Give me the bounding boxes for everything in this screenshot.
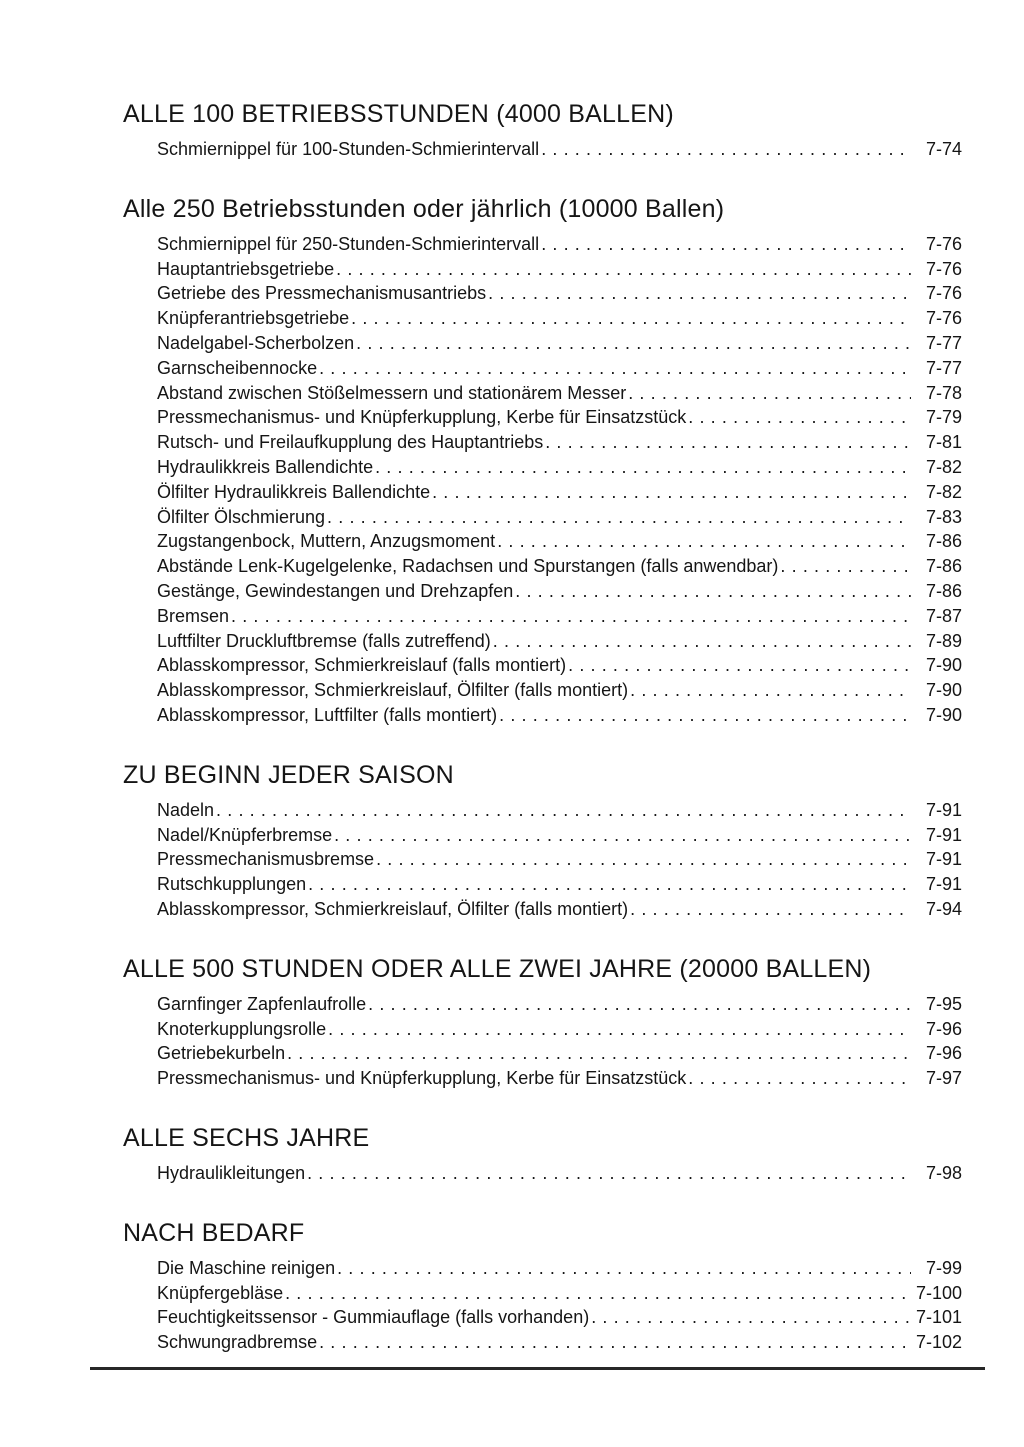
entry-title: Bremsen: [157, 605, 230, 626]
dot-leader: [568, 653, 911, 678]
toc-entry-row: [157, 992, 962, 1017]
entry-title: Garnscheibennocke: [157, 357, 318, 378]
entry-title: Hauptantriebsgetriebe: [157, 258, 335, 279]
entry-page-number: 7-77: [925, 357, 962, 378]
entry-page-number: 7-77: [925, 332, 962, 353]
dot-leader: [541, 232, 911, 257]
toc-section: [123, 1216, 962, 1355]
entry-title: Schwungradbremse: [157, 1332, 318, 1353]
toc-entry-row: [157, 703, 962, 728]
entry-title: Getriebekurbeln: [157, 1043, 286, 1064]
entry-page-number: 7-94: [925, 898, 962, 919]
dot-leader: [231, 604, 911, 629]
dot-leader: [488, 281, 911, 306]
toc-entry-row: [157, 480, 962, 505]
dot-leader: [375, 455, 911, 480]
toc-section: [123, 1121, 962, 1186]
toc-section: [123, 758, 962, 922]
toc-entry-row: [157, 629, 962, 654]
dot-leader: [336, 257, 911, 282]
entry-page-number: 7-78: [925, 382, 962, 403]
entry-title: Ablasskompressor, Luftfilter (falls montiert): [157, 704, 498, 725]
entry-page-number: 7-91: [925, 799, 962, 820]
entry-title: Schmiernippel für 100-Stunden-Schmierintervall: [157, 139, 540, 159]
toc-entry-row: [157, 505, 962, 530]
entry-page-number: 7-96: [925, 1043, 962, 1064]
toc-entry-row: [157, 1256, 962, 1281]
dot-leader: [499, 703, 911, 728]
dot-leader: [287, 1041, 911, 1066]
entry-page-number: 7-86: [925, 580, 962, 601]
section-heading: ALLE 500 STUNDEN ODER ALLE ZWEI JAHRE (20000 BALLEN): [123, 954, 872, 983]
toc-entry-row: [157, 306, 962, 331]
toc-entry-row: [157, 1017, 962, 1042]
section-entry-list: [123, 1161, 962, 1186]
entry-title: Die Maschine reinigen: [157, 1257, 336, 1278]
dot-leader: [493, 629, 911, 654]
entry-page-number: 7-76: [925, 258, 962, 279]
entry-title: Feuchtigkeitssensor - Gummiauflage (falls vorhanden): [157, 1307, 590, 1328]
toc-entry-row: [157, 1161, 962, 1186]
dot-leader: [327, 505, 911, 530]
entry-page-number: 7-89: [925, 630, 962, 651]
entry-page-number: 7-100: [915, 1282, 962, 1303]
entry-title: Rutschkupplungen: [157, 874, 307, 895]
entry-page-number: 7-87: [925, 605, 962, 626]
toc-entry-row: [157, 1066, 962, 1091]
toc-entry-row: [157, 554, 962, 579]
dot-leader: [376, 847, 911, 872]
entry-page-number: 7-76: [925, 308, 962, 329]
toc-entry-row: [157, 455, 962, 480]
entry-title: Abstand zwischen Stößelmessern und stationärem Messer: [157, 382, 627, 403]
entry-page-number: 7-82: [925, 481, 962, 502]
dot-leader: [515, 579, 911, 604]
toc-entry-row: [157, 798, 962, 823]
toc-entry-row: [157, 232, 962, 257]
section-entry-list: [123, 798, 962, 922]
dot-leader: [432, 480, 911, 505]
toc-entry-row: [157, 579, 962, 604]
dot-leader: [319, 356, 911, 381]
toc-entry-row: [157, 847, 962, 872]
entry-page-number: 7-95: [925, 993, 962, 1014]
entry-title: Gestänge, Gewindestangen und Drehzapfen: [157, 580, 514, 601]
toc-entry-row: [157, 1330, 962, 1355]
dot-leader: [351, 306, 911, 331]
toc-section: [123, 952, 962, 1091]
toc-entry-row: [157, 381, 962, 406]
section-heading: ALLE SECHS JAHRE: [123, 1123, 370, 1152]
dot-leader: [497, 529, 911, 554]
toc-sections-container: [123, 97, 962, 1355]
entry-title: Luftfilter Druckluftbremse (falls zutreffend): [157, 630, 491, 651]
dot-leader: [591, 1305, 909, 1330]
entry-title: Pressmechanismus- und Knüpferkupplung, Kerbe für Einsatzstück: [157, 407, 687, 428]
toc-entry-row: [157, 678, 962, 703]
toc-entry-row: [157, 137, 962, 162]
entry-page-number: 7-99: [925, 1257, 962, 1278]
dot-leader: [545, 430, 911, 455]
dot-leader: [216, 798, 911, 823]
section-entry-list: [123, 137, 962, 162]
entry-title: Ölfilter Hydraulikkreis Ballendichte: [157, 481, 431, 502]
toc-entry-row: [157, 331, 962, 356]
entry-title: Knüpferantriebsgetriebe: [157, 308, 350, 329]
toc-entry-row: [157, 653, 962, 678]
entry-title: Ablasskompressor, Schmierkreislauf, Ölfilter (falls montiert): [157, 898, 629, 919]
dot-leader: [356, 331, 911, 356]
dot-leader: [328, 1017, 911, 1042]
entry-title: Garnfinger Zapfenlaufrolle: [157, 993, 367, 1014]
entry-title: Knüpfergebläse: [157, 1282, 284, 1303]
dot-leader: [308, 872, 911, 897]
toc-entry-row: [157, 1041, 962, 1066]
entry-page-number: 7-97: [925, 1068, 962, 1089]
entry-title: Nadel/Knüpferbremse: [157, 824, 333, 845]
section-entry-list: [123, 992, 962, 1091]
entry-page-number: 7-76: [925, 233, 962, 254]
entry-page-number: 7-86: [925, 556, 962, 577]
entry-page-number: 7-81: [925, 432, 962, 453]
entry-page-number: 7-90: [925, 655, 962, 676]
toc-entry-row: [157, 897, 962, 922]
entry-page-number: 7-90: [925, 680, 962, 701]
entry-title: Ablasskompressor, Schmierkreislauf (falls montiert): [157, 655, 567, 676]
entry-title: Hydraulikleitungen: [157, 1162, 306, 1183]
entry-title: Hydraulikkreis Ballendichte: [157, 456, 374, 477]
entry-title: Ölfilter Ölschmierung: [157, 506, 326, 527]
toc-entry-row: [157, 872, 962, 897]
dot-leader: [628, 381, 911, 406]
entry-page-number: 7-102: [915, 1332, 962, 1353]
entry-title: Abstände Lenk-Kugelgelenke, Radachsen und Spurstangen (falls anwendbar): [157, 556, 779, 577]
entry-title: Ablasskompressor, Schmierkreislauf, Ölfilter (falls montiert): [157, 680, 629, 701]
entry-page-number: 7-101: [915, 1307, 962, 1328]
toc-entry-row: [157, 405, 962, 430]
entry-title: Pressmechanismus- und Knüpferkupplung, Kerbe für Einsatzstück: [157, 1068, 687, 1089]
toc-entry-row: [157, 604, 962, 629]
entry-page-number: 7-91: [925, 824, 962, 845]
dot-leader: [630, 897, 911, 922]
entry-page-number: 7-90: [925, 704, 962, 725]
entry-title: Nadelgabel-Scherbolzen: [157, 332, 355, 353]
entry-title: Knoterkupplungsrolle: [157, 1018, 327, 1039]
dot-leader: [368, 992, 911, 1017]
dot-leader: [334, 823, 911, 848]
section-heading: ALLE 100 BETRIEBSSTUNDEN (4000 BALLEN): [123, 100, 674, 128]
section-entry-list: [123, 1256, 962, 1355]
toc-section: [123, 97, 962, 162]
section-heading: NACH BEDARF: [123, 1218, 305, 1247]
toc-entry-row: [157, 430, 962, 455]
toc-entry-row: [157, 1281, 962, 1306]
entry-title: Getriebe des Pressmechanismusantriebs: [157, 283, 487, 304]
dot-leader: [541, 137, 911, 162]
dot-leader: [780, 554, 911, 579]
entry-page-number: 7-83: [925, 506, 962, 527]
entry-page-number: 7-91: [925, 849, 962, 870]
entry-title: Rutsch- und Freilaufkupplung des Hauptantriebs: [157, 432, 544, 453]
toc-entry-row: [157, 823, 962, 848]
dot-leader: [337, 1256, 911, 1281]
dot-leader: [688, 1066, 911, 1091]
entry-page-number: 7-86: [925, 531, 962, 552]
entry-title: Schmiernippel für 250-Stunden-Schmierintervall: [157, 233, 540, 254]
entry-page-number: 7-91: [925, 874, 962, 895]
toc-entry-row: [157, 257, 962, 282]
dot-leader: [319, 1330, 909, 1355]
section-entry-list: [123, 232, 962, 728]
toc-entry-row: [157, 1305, 962, 1330]
footer-divider-rule: [90, 1367, 985, 1370]
dot-leader: [688, 405, 911, 430]
toc-entry-row: [157, 356, 962, 381]
entry-page-number: 7-96: [925, 1018, 962, 1039]
dot-leader: [285, 1281, 909, 1306]
entry-title: Pressmechanismusbremse: [157, 849, 375, 870]
entry-page-number: 7-79: [925, 407, 962, 428]
entry-page-number: 7-76: [925, 283, 962, 304]
toc-entry-row: [157, 529, 962, 554]
dot-leader: [307, 1161, 911, 1186]
section-heading: ZU BEGINN JEDER SAISON: [123, 760, 454, 789]
toc-entry-row: [157, 281, 962, 306]
entry-title: Zugstangenbock, Muttern, Anzugsmoment: [157, 531, 496, 552]
entry-page-number: 7-74: [925, 139, 962, 159]
dot-leader: [630, 678, 911, 703]
section-heading: Alle 250 Betriebsstunden oder jährlich (10000 Ballen): [123, 194, 725, 223]
entry-title: Nadeln: [157, 799, 215, 820]
entry-page-number: 7-98: [925, 1162, 962, 1183]
entry-page-number: 7-82: [925, 456, 962, 477]
toc-section: [123, 192, 962, 728]
